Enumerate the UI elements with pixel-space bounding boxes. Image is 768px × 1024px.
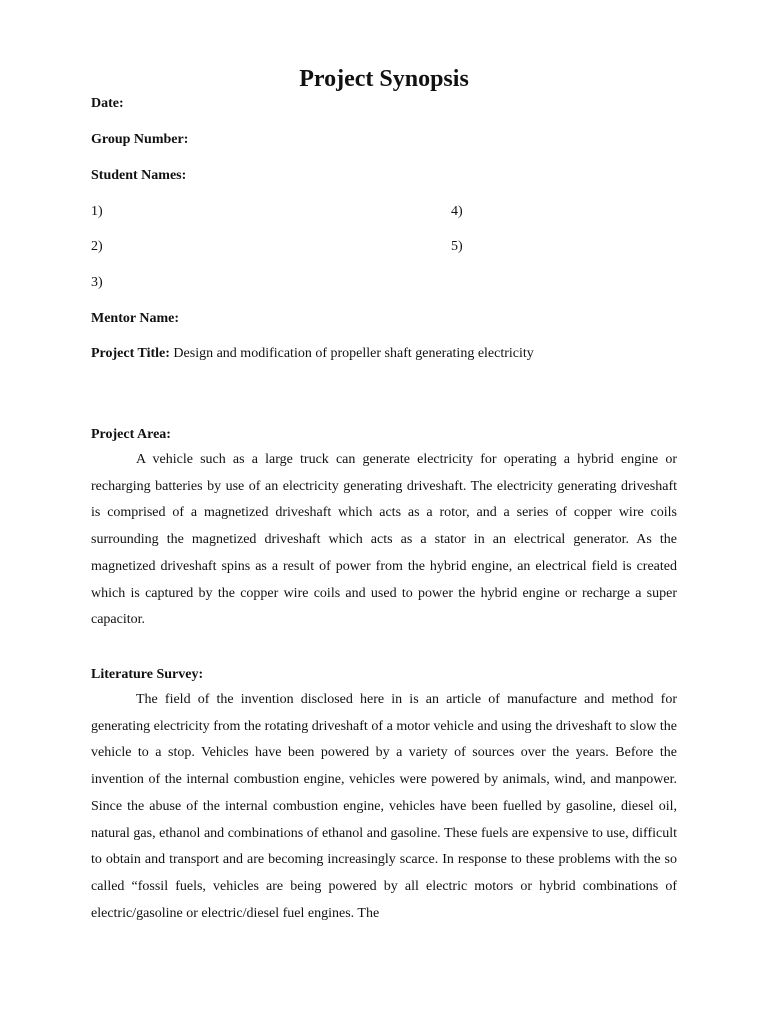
student-slot-4: 4)	[451, 204, 463, 219]
student-slot-5: 5)	[451, 239, 463, 254]
date-label: Date:	[91, 96, 124, 111]
project-area-paragraph	[91, 447, 677, 634]
page-title: Project Synopsis	[299, 66, 469, 92]
project-title-value: Design and modification of propeller shaft generating electricity	[173, 346, 534, 361]
student-slot-3: 3)	[91, 275, 103, 290]
project-area-heading: Project Area:	[91, 427, 171, 442]
student-names-label: Student Names:	[91, 168, 187, 183]
mentor-name-label: Mentor Name:	[91, 311, 179, 326]
literature-survey-text: The field of the invention disclosed here in is an article of manufacture and method for generating electricity from the rotating driveshaft of a motor vehicle and using the driveshaft to slow the vehicle to a stop. Vehicles have been powered by a variety of sources over the years. Before the invention of the internal combustion engine, vehicles were powered by animals, wind, and manpower. Since the abuse of the internal combustion engine, vehicles have been fuelled by gasoline, diesel oil, natural gas, ethanol and combinations of ethanol and gasoline. These fuels are expensive to use, difficult to obtain and transport and are becoming increasingly scarce. In response to these problems with the so called “fossil fuels, vehicles are being powered by all electric motors or hybrid combinations of electric/gasoline or electric/diesel fuel engines. The	[91, 692, 677, 921]
project-area-text: A vehicle such as a large truck can generate electricity for operating a hybrid engine or recharging batteries by use of an electricity generating driveshaft. The electricity generating driveshaft is comprised of a magnetized driveshaft which acts as a rotor, and a series of copper wire coils surrounding the magnetized driveshaft which acts as a stator in an electrical generator. As the magnetized driveshaft spins as a result of power from the hybrid engine, an electrical field is created which is captured by the copper wire coils and used to power the hybrid engine or recharge a super capacitor.	[91, 452, 677, 628]
literature-survey-heading: Literature Survey:	[91, 667, 204, 682]
project-title-label: Project Title:	[91, 346, 170, 361]
project-title-line	[91, 345, 534, 363]
literature-survey-paragraph	[91, 687, 677, 927]
student-slot-2: 2)	[91, 239, 103, 254]
student-slot-1: 1)	[91, 204, 103, 219]
group-number-label: Group Number:	[91, 132, 189, 147]
